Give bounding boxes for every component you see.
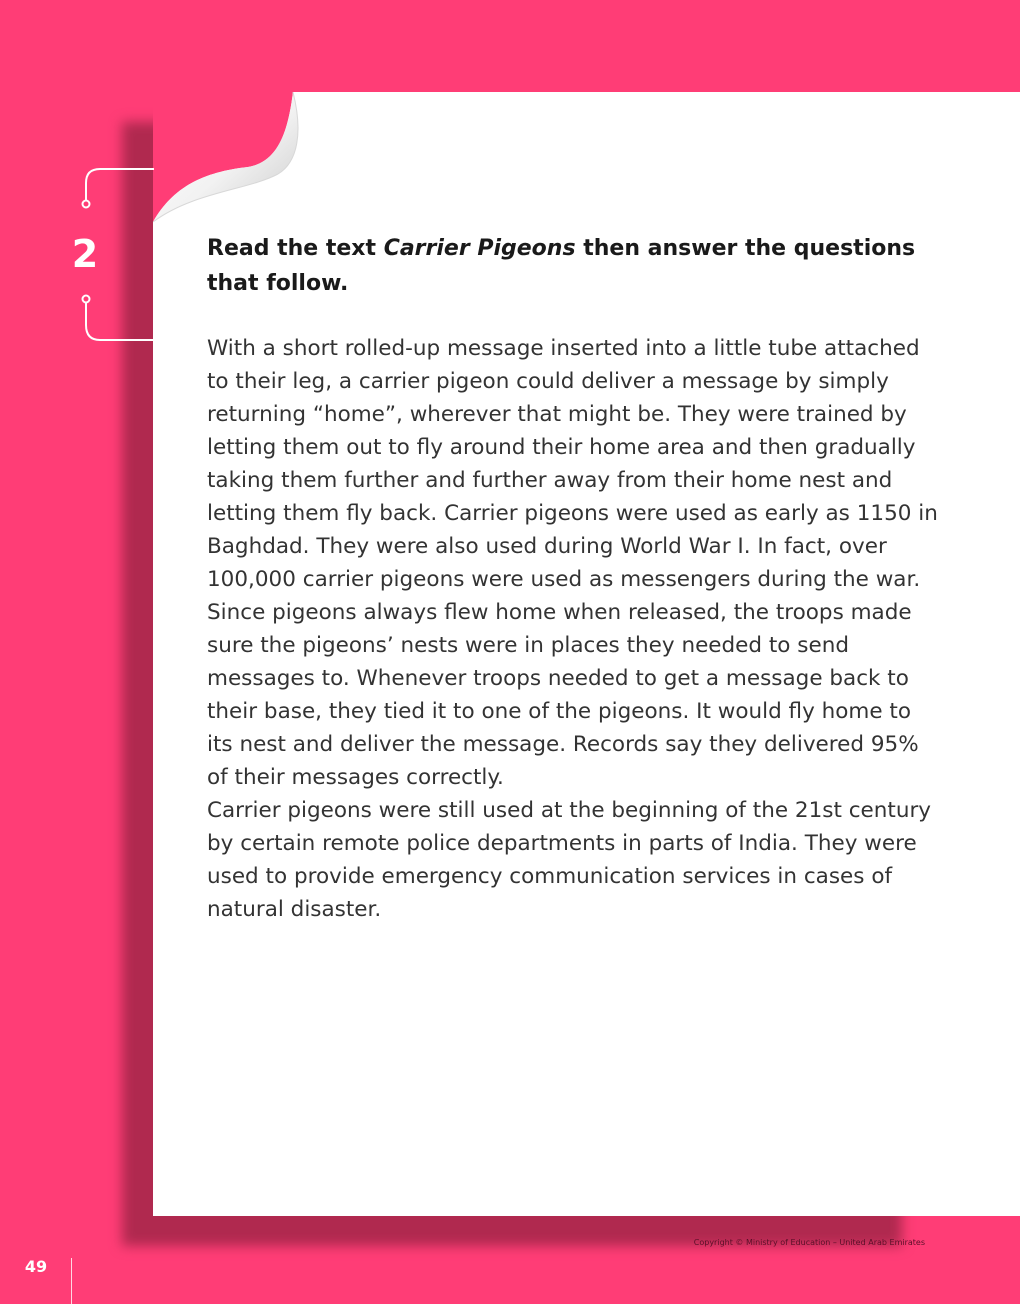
passage-title: Carrier Pigeons (383, 236, 576, 261)
passage-paragraph-2: Carrier pigeons were still used at the beginning of the 21st century by certain remote police departments in parts of India. They were used to provide emergency communication services in cases of natural disaster. (207, 798, 932, 922)
instruction-tail: then answer the questions that follow. (207, 236, 916, 296)
page-number: 49 (24, 1257, 48, 1276)
page-number-divider (71, 1258, 72, 1304)
exercise-number: 2 (71, 232, 99, 276)
reading-passage (207, 332, 942, 926)
page-curl (153, 92, 323, 232)
passage-paragraph-1: With a short rolled-up message inserted into a little tube attached to their leg, a carrier pigeon could deliver a message by simply returning “home”, wherever that might be. They were trained by letting them out to fly around their home area and then gradually taking them further and further away from their home nest and letting them fly back. Carrier pigeons were used as early as 1150 in Baghdad. They were also used during World War I. In fact, over 100,000 carrier pigeons were used as messengers during the war. Since pigeons always flew home when released, the troops made sure the pigeons’ nests were in places they needed to send messages to. Whenever troops needed to get a message back to their base, they tied it to one of the pigeons. It would fly home to its nest and deliver the message. Records say they delivered 95% of their messages correctly. (207, 336, 938, 790)
exercise-instruction (207, 231, 927, 301)
instruction-lead: Read the text (207, 236, 384, 261)
copyright-notice: Copyright © Ministry of Education – United Arab Emirates (693, 1238, 925, 1247)
